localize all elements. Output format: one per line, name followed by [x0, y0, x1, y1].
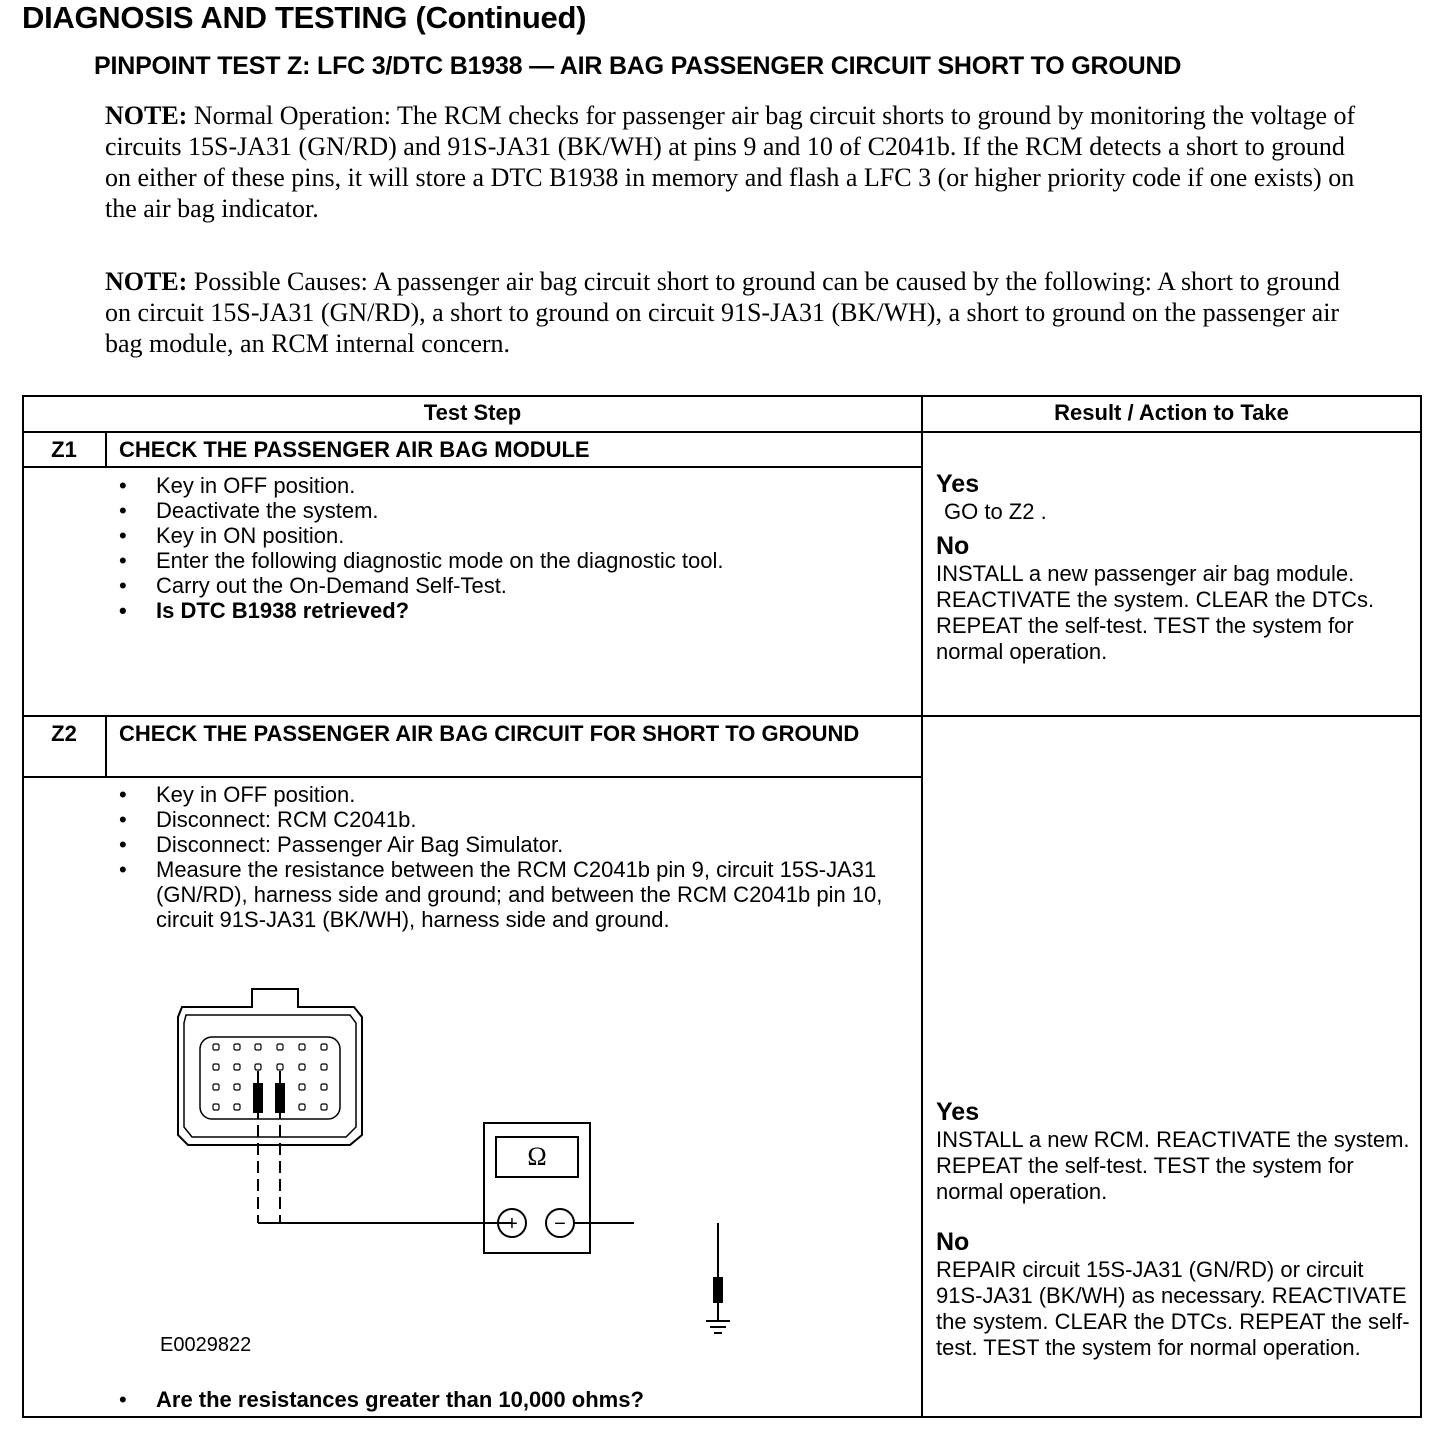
step-question: • Is DTC B1938 retrieved? [117, 598, 897, 623]
step-title-divider [24, 466, 921, 468]
instruction: • Key in ON position. [117, 523, 897, 548]
yes-action: GO to Z2 . [944, 499, 1047, 524]
connector-pin-cavity [213, 1084, 219, 1090]
connector-pin-cavity [234, 1044, 240, 1050]
pinpoint-test-table [22, 395, 1422, 1418]
connector-pin-cavity [234, 1084, 240, 1090]
minus-symbol: − [554, 1213, 566, 1235]
connector-pin-field [200, 1037, 340, 1119]
instruction: • Enter the following diagnostic mode on the diagnostic tool. [117, 548, 897, 573]
instruction: • Disconnect: RCM C2041b. [117, 807, 897, 832]
instruction: • Disconnect: Passenger Air Bag Simulator. [117, 832, 897, 857]
step-title: CHECK THE PASSENGER AIR BAG MODULE [119, 437, 590, 462]
ground-symbol-icon [704, 1223, 744, 1343]
no-action: REPAIR circuit 15S-JA31 (GN/RD) or circuit 91S-JA31 (BK/WH) as necessary. REACTIVATE the system. CLEAR the DTCs. REPEAT the self-test. TEST the system for normal operation. [936, 1257, 1410, 1360]
connector-pin-cavity [299, 1064, 305, 1070]
yes-action: INSTALL a new RCM. REACTIVATE the system. REPEAT the self-test. TEST the system for normal operation. [936, 1127, 1410, 1204]
probe-pin-9 [253, 1083, 263, 1113]
connector-pin-cavity [255, 1064, 261, 1070]
column-divider [921, 397, 923, 1416]
connector-ohmmeter-diagram [174, 987, 634, 1317]
note-text: Normal Operation: The RCM checks for passenger air bag circuit shorts to ground by monitoring the voltage of circuits 15S-JA31 (GN/RD) and 91S-JA31 (BK/WH) at pins 9 and 10 of C2041b. If the RCM detects a short to ground on either of these pins, it will store a DTC B1938 in memory and flash a LFC 3 (or higher priority code if one exists) on the air bag indicator. [105, 101, 1356, 223]
connector-pin-cavity [213, 1044, 219, 1050]
plus-symbol: + [506, 1213, 518, 1235]
connector-pins [213, 1044, 327, 1110]
ohm-symbol: Ω [527, 1142, 547, 1171]
instruction: • Key in OFF position. [117, 473, 897, 498]
column-header-result: Result / Action to Take [1054, 400, 1289, 425]
note-text: Possible Causes: A passenger air bag circuit short to ground can be caused by the following: A short to ground on circuit 15S-JA31 (GN/RD), a short to ground on circuit 91S-JA31 (BK/WH), a short to ground on the passenger air bag module, an RCM internal concern. [105, 267, 1340, 358]
connector-pin-cavity [277, 1044, 283, 1050]
no-label: No [936, 532, 970, 560]
page-title: DIAGNOSIS AND TESTING (Continued) [22, 0, 587, 35]
note-label: NOTE: [105, 101, 188, 130]
connector-pin-cavity [321, 1104, 327, 1110]
connector-pin-cavity [213, 1064, 219, 1070]
pinpoint-test-title: PINPOINT TEST Z: LFC 3/DTC B1938 — AIR BAG PASSENGER CIRCUIT SHORT TO GROUND [94, 52, 1182, 80]
step-instructions [117, 473, 897, 623]
column-header-test-step: Test Step [423, 400, 522, 425]
connector-body [178, 989, 362, 1145]
yes-label: Yes [936, 1098, 980, 1126]
instruction: • Deactivate the system. [117, 498, 897, 523]
note-possible-causes [105, 266, 1365, 359]
connector-pin-cavity [321, 1044, 327, 1050]
step-id: Z2 [51, 721, 77, 746]
result-block [936, 1097, 1416, 1361]
instruction: • Key in OFF position. [117, 782, 897, 807]
connector-pin-cavity [299, 1104, 305, 1110]
step-title: CHECK THE PASSENGER AIR BAG CIRCUIT FOR SHORT TO GROUND [119, 721, 860, 746]
yes-label: Yes [936, 470, 980, 498]
connector-pin-cavity [321, 1064, 327, 1070]
no-action: INSTALL a new passenger air bag module. REACTIVATE the system. CLEAR the DTCs. REPEAT the self-test. TEST the system for normal operation. [936, 561, 1375, 664]
step-title-divider [24, 776, 921, 778]
connector-pin-cavity [255, 1044, 261, 1050]
connector-pin-cavity [234, 1064, 240, 1070]
no-label: No [936, 1228, 970, 1256]
connector-pin-cavity [321, 1084, 327, 1090]
instruction: • Carry out the On-Demand Self-Test. [117, 573, 897, 598]
step-id: Z1 [51, 437, 77, 462]
connector-pin-cavity [299, 1084, 305, 1090]
connector-pin-cavity [277, 1064, 283, 1070]
step-question: Are the resistances greater than 10,000 ohms? [156, 1387, 644, 1412]
bullet-marker: • [119, 1387, 127, 1412]
figure-id: E0029822 [160, 1334, 252, 1356]
result-block [936, 469, 1416, 665]
header-divider [24, 431, 1420, 433]
connector-pin-cavity [234, 1104, 240, 1110]
step-id-divider [105, 431, 107, 466]
connector-pin-cavity [213, 1104, 219, 1110]
instruction: • Measure the resistance between the RCM C2041b pin 9, circuit 15S-JA31 (GN/RD), harness side and ground; and between the RCM C2041b pin 10, circuit 91S-JA31 (BK/WH), harness side and ground. [117, 857, 897, 932]
connector-pin-cavity [299, 1044, 305, 1050]
probe-pin-10 [275, 1083, 285, 1113]
row-divider [24, 715, 1420, 717]
step-instructions [117, 782, 897, 932]
step-id-divider [105, 715, 107, 776]
note-normal-operation [105, 100, 1365, 224]
note-label: NOTE: [105, 267, 188, 296]
